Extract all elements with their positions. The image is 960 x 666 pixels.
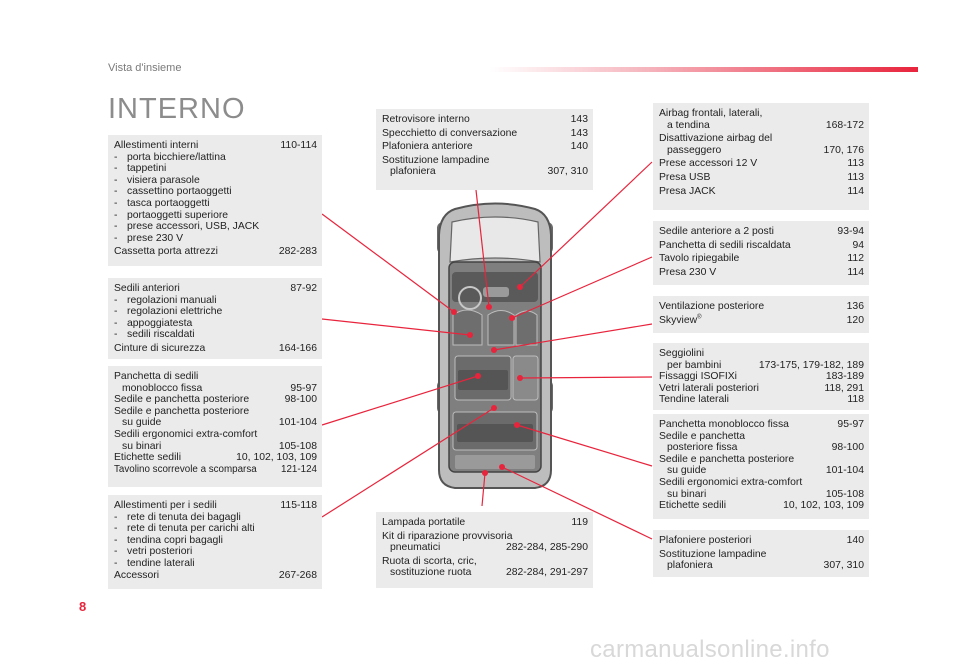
sub-item: - vetri posteriori <box>114 546 193 558</box>
box-airbag <box>653 103 869 210</box>
entry-label: Panchetta di sedili <box>114 371 199 382</box>
entry-row: su binari 105-108 <box>667 488 864 500</box>
sub-item: - rete di tenuta per carichi alti <box>114 523 255 535</box>
box-plafoniere-posteriori <box>653 530 869 577</box>
entry-row: monoblocco fissa 95-97 <box>122 382 317 394</box>
sub-item: - cassettino portaoggetti <box>114 186 232 198</box>
entry-row: Retrovisore interno 143 <box>382 114 588 125</box>
entry-row: Presa USB 113 <box>659 171 864 183</box>
page-title: INTERNO <box>108 93 246 125</box>
entry-label: Disattivazione airbag del <box>659 133 773 145</box>
entry-row: posteriore fissa 98-100 <box>667 442 864 454</box>
entry-label: Kit di riparazione provvisoria <box>382 530 513 542</box>
entry-row: Cassetta porta attrezzi 282-283 <box>114 246 317 258</box>
sub-item: - rete di tenuta dei bagagli <box>114 511 241 523</box>
box-sedile-anteriore-2-posti <box>653 221 869 285</box>
box-ventilazione <box>653 296 869 333</box>
entry-row: su guide 101-104 <box>667 465 864 477</box>
entry-row: Specchietto di conversazione 143 <box>382 127 588 139</box>
entry-row: su binari 105-108 <box>122 440 317 452</box>
vehicle-body <box>437 204 553 489</box>
sub-item: - regolazioni manuali <box>114 294 217 306</box>
entry-row: Prese accessori 12 V 113 <box>659 158 864 170</box>
sub-item: - tappetini <box>114 163 167 175</box>
entry-label: Airbag frontali, laterali, <box>659 108 763 119</box>
entry-row: Allestimenti interni 110-114 <box>114 140 317 151</box>
entry-row: plafoniera 307, 310 <box>667 560 864 572</box>
entry-row: per bambini 173-175, 179-182, 189 <box>667 359 864 371</box>
entry-row: Skyview® 120 <box>659 314 864 326</box>
entry-row: Panchetta monoblocco fissa 95-97 <box>659 419 864 430</box>
box-seggiolini <box>653 343 869 410</box>
entry-label: Sedili ergonomici extra-comfort <box>114 428 258 440</box>
entry-label: Sostituzione lampadine <box>382 154 490 166</box>
entry-row: Sedile e panchetta posteriore 98-100 <box>114 394 317 406</box>
entry-row: pneumatici 282-284, 285-290 <box>390 542 588 554</box>
sub-item: - tasca portaoggetti <box>114 197 210 209</box>
sub-item: - appoggiatesta <box>114 317 193 329</box>
page-number: 8 <box>79 599 87 614</box>
entry-row: Presa 230 V 114 <box>659 266 864 278</box>
box-panchetta-monoblocco <box>653 414 869 519</box>
entry-row: Plafoniera anteriore 140 <box>382 141 588 153</box>
sub-item: - prese 230 V <box>114 232 184 244</box>
entry-row: Allestimenti per i sedili 115-118 <box>114 500 317 511</box>
entry-row: Cinture di sicurezza 164-166 <box>114 342 317 354</box>
box-sedili-anteriori <box>108 278 322 359</box>
entry-label: Sedile e panchetta posteriore <box>659 453 795 465</box>
entry-row: Tavolino scorrevole a scomparsa 121-124 <box>114 463 317 475</box>
entry-row: su guide 101-104 <box>122 417 317 429</box>
box-retrovisore <box>376 109 593 190</box>
entry-row: Tendine laterali 118 <box>659 394 864 406</box>
entry-label: Ruota di scorta, cric, <box>382 555 477 567</box>
watermark-text: carmanualsonline.info <box>590 636 830 663</box>
section-title: Vista d'insieme <box>108 62 182 74</box>
entry-row: Panchetta di sedili riscaldata 94 <box>659 239 864 251</box>
entry-row: Tavolo ripiegabile 112 <box>659 253 864 265</box>
entry-row: Vetri laterali posteriori 118, 291 <box>659 382 864 394</box>
entry-row: Plafoniere posteriori 140 <box>659 535 864 546</box>
entry-row: Etichette sedili 10, 102, 103, 109 <box>659 500 864 512</box>
sub-item: - regolazioni elettriche <box>114 306 223 318</box>
entry-label: Sostituzione lampadine <box>659 548 767 560</box>
sub-item: - porta bicchiere/lattina <box>114 151 226 163</box>
sub-item: - portaoggetti superiore <box>114 209 229 221</box>
entry-row: Ventilazione posteriore 136 <box>659 301 864 312</box>
sub-item: - tendina copri bagagli <box>114 534 223 546</box>
entry-row: Etichette sedili 10, 102, 103, 109 <box>114 452 317 464</box>
entry-row: a tendina 168-172 <box>667 119 864 131</box>
entry-row: plafoniera 307, 310 <box>390 166 588 178</box>
entry-row: Lampada portatile 119 <box>382 517 588 528</box>
entry-row: Accessori 267-268 <box>114 569 317 581</box>
sub-item: - tendine laterali <box>114 557 195 569</box>
box-allestimenti-sedili <box>108 495 322 589</box>
entry-row: Fissaggi ISOFIXi 183-189 <box>659 371 864 383</box>
entry-label: Sedili ergonomici extra-comfort <box>659 476 803 488</box>
entry-row: Presa JACK 114 <box>659 185 864 197</box>
sub-item: - visiera parasole <box>114 174 200 186</box>
box-lampada-portatile <box>376 512 593 588</box>
entry-row: sostituzione ruota 282-284, 291-297 <box>390 567 588 579</box>
sub-item: - prese accessori, USB, JACK <box>114 221 260 233</box>
box-allestimenti-interni <box>108 135 322 266</box>
entry-label: Sedile e panchetta <box>659 430 746 442</box>
entry-label: Sedile e panchetta posteriore <box>114 405 250 417</box>
entry-label: Seggiolini <box>659 348 705 359</box>
entry-row: passeggero 170, 176 <box>667 144 864 156</box>
entry-row: Sedile anteriore a 2 posti 93-94 <box>659 226 864 237</box>
box-panchetta-sedili <box>108 366 322 487</box>
sub-item: - sedili riscaldati <box>114 329 195 341</box>
entry-row: Sedili anteriori 87-92 <box>114 283 317 294</box>
